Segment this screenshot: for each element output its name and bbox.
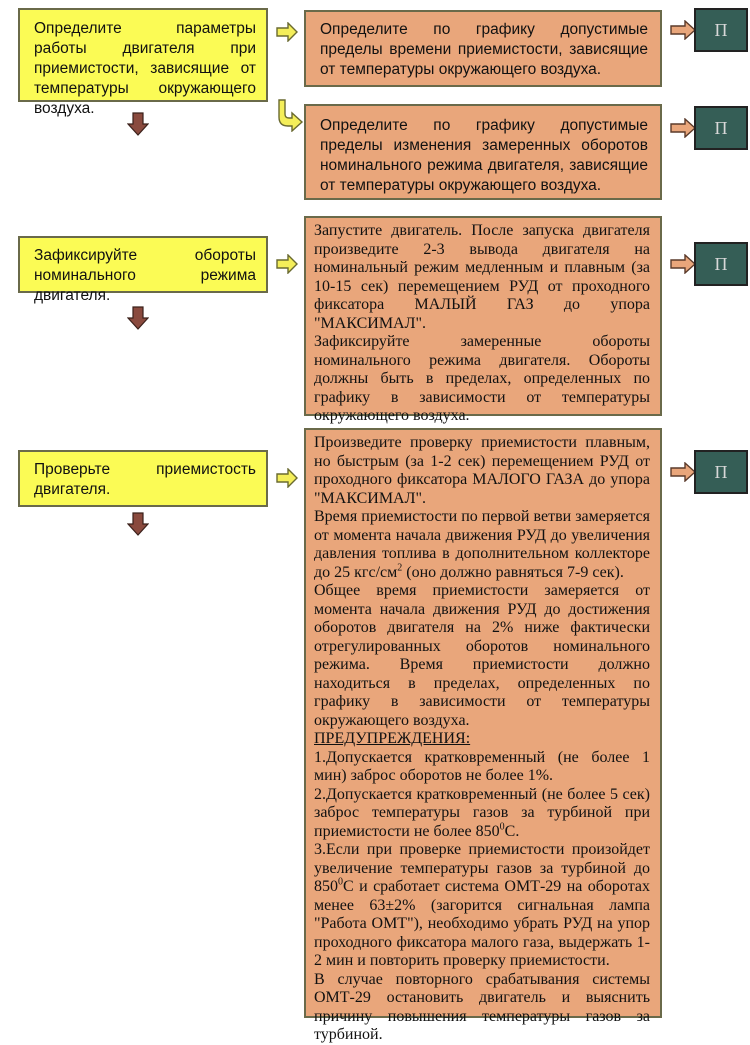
arrow-right-icon — [276, 468, 298, 488]
action-paragraph: Зафиксируйте замеренные обороты номинального режима двигателя. Обороты должны быть в пределах, определенных по графику в зависимости от температуры окружающего воздуха. — [314, 333, 650, 424]
curved-arrow-icon — [276, 98, 304, 132]
warning-item: 1.Допускается кратковременный (не более 1 мин) заброс оборотов не более 1%. — [314, 748, 650, 784]
p-box: П — [694, 242, 748, 286]
arrow-down-icon — [127, 306, 149, 330]
p-box: П — [694, 8, 748, 52]
step-text-1: Определите параметры работы двигателя при приемистости, зависящие от температуры окружающего воздуха. — [34, 20, 256, 117]
action-paragraph: Время приемистости по первой ветви замеряется от момента начала движения РУД до увеличения давления топлива в дополнительном коллекторе до 25 кгс/$см^2$ (оно должно равняться 7-9 сек). — [314, 508, 650, 581]
action-paragraph: Произведите проверку приемистости плавным, но быстрым (за 1-2 сек) перемещением РУД от проходного фиксатора МАЛОГО ГАЗА до упора "МАКСИМАЛ". — [314, 434, 650, 507]
action-text-2: Определите по графику допустимые пределы изменения замеренных оборотов номинального режима двигателя, зависящие от температуры окружающего воздуха. — [320, 117, 648, 194]
step-box-1 — [18, 8, 268, 117]
warnings-title: ПРЕДУПРЕЖДЕНИЯ: — [314, 730, 471, 747]
step-text-3: Проверьте приемистость двигателя. — [34, 461, 256, 498]
warning-item: 2.Допускается кратковременный (не более 5 сек) заброс температуры газов за турбиной при приемистости не более $850^0С$. — [314, 785, 650, 840]
p-box: П — [694, 450, 748, 494]
arrow-down-icon — [127, 112, 149, 136]
arrow-right-icon — [670, 20, 696, 40]
warning-item: 3.Если при проверке приемистости произойдет увеличение температуры газов за турбиной до $850^0С$ и сработает система ОМТ-29 на оборотах менее 63±2% (загорится сигнальная лампа "Работа ОМТ"), необходимо убрать РУД на упор проходного фиксатора малого газа, выдержать 1-2 мин и повторить проверку приемистости. — [314, 841, 650, 969]
arrow-down-icon — [127, 512, 149, 536]
action-box-1 — [304, 10, 662, 87]
step-box-3 — [18, 450, 268, 507]
arrow-right-icon — [276, 22, 298, 42]
action-paragraph: В случае повторного срабатывания системы ОМТ-29 остановить двигатель и выяснить причину повышения температуры газов за турбиной. — [314, 970, 650, 1043]
arrow-right-icon — [670, 118, 696, 138]
arrow-right-icon — [670, 462, 696, 482]
step-box-2 — [18, 236, 268, 304]
action-box-4 — [304, 428, 662, 1043]
action-paragraph: Общее время приемистости замеряется от момента начала движения РУД до достижения оборотов двигателя на 2% ниже фактически отрегулированных оборотов номинального режима. Время приемистости должно находиться в пределах, определенных по графику в зависимости от температуры окружающего воздуха. — [314, 582, 650, 729]
action-box-3 — [304, 216, 662, 424]
arrow-right-icon — [670, 254, 696, 274]
action-box-2 — [304, 104, 662, 200]
arrow-right-icon — [276, 254, 298, 274]
step-text-2: Зафиксируйте обороты номинального режима двигателя. — [34, 247, 256, 304]
action-text-1: Определите по графику допустимые пределы времени приемистости, зависящие от температуры окружающего воздуха. — [320, 21, 648, 78]
p-box: П — [694, 106, 748, 150]
action-paragraph: Запустите двигатель. После запуска двигателя произведите 2-3 вывода двигателя на номинальный режим медленным и плавным (за 10-15 сек) перемещением РУД от проходного фиксатора МАЛЫЙ ГАЗ до упора "МАКСИМАЛ". — [314, 222, 650, 332]
